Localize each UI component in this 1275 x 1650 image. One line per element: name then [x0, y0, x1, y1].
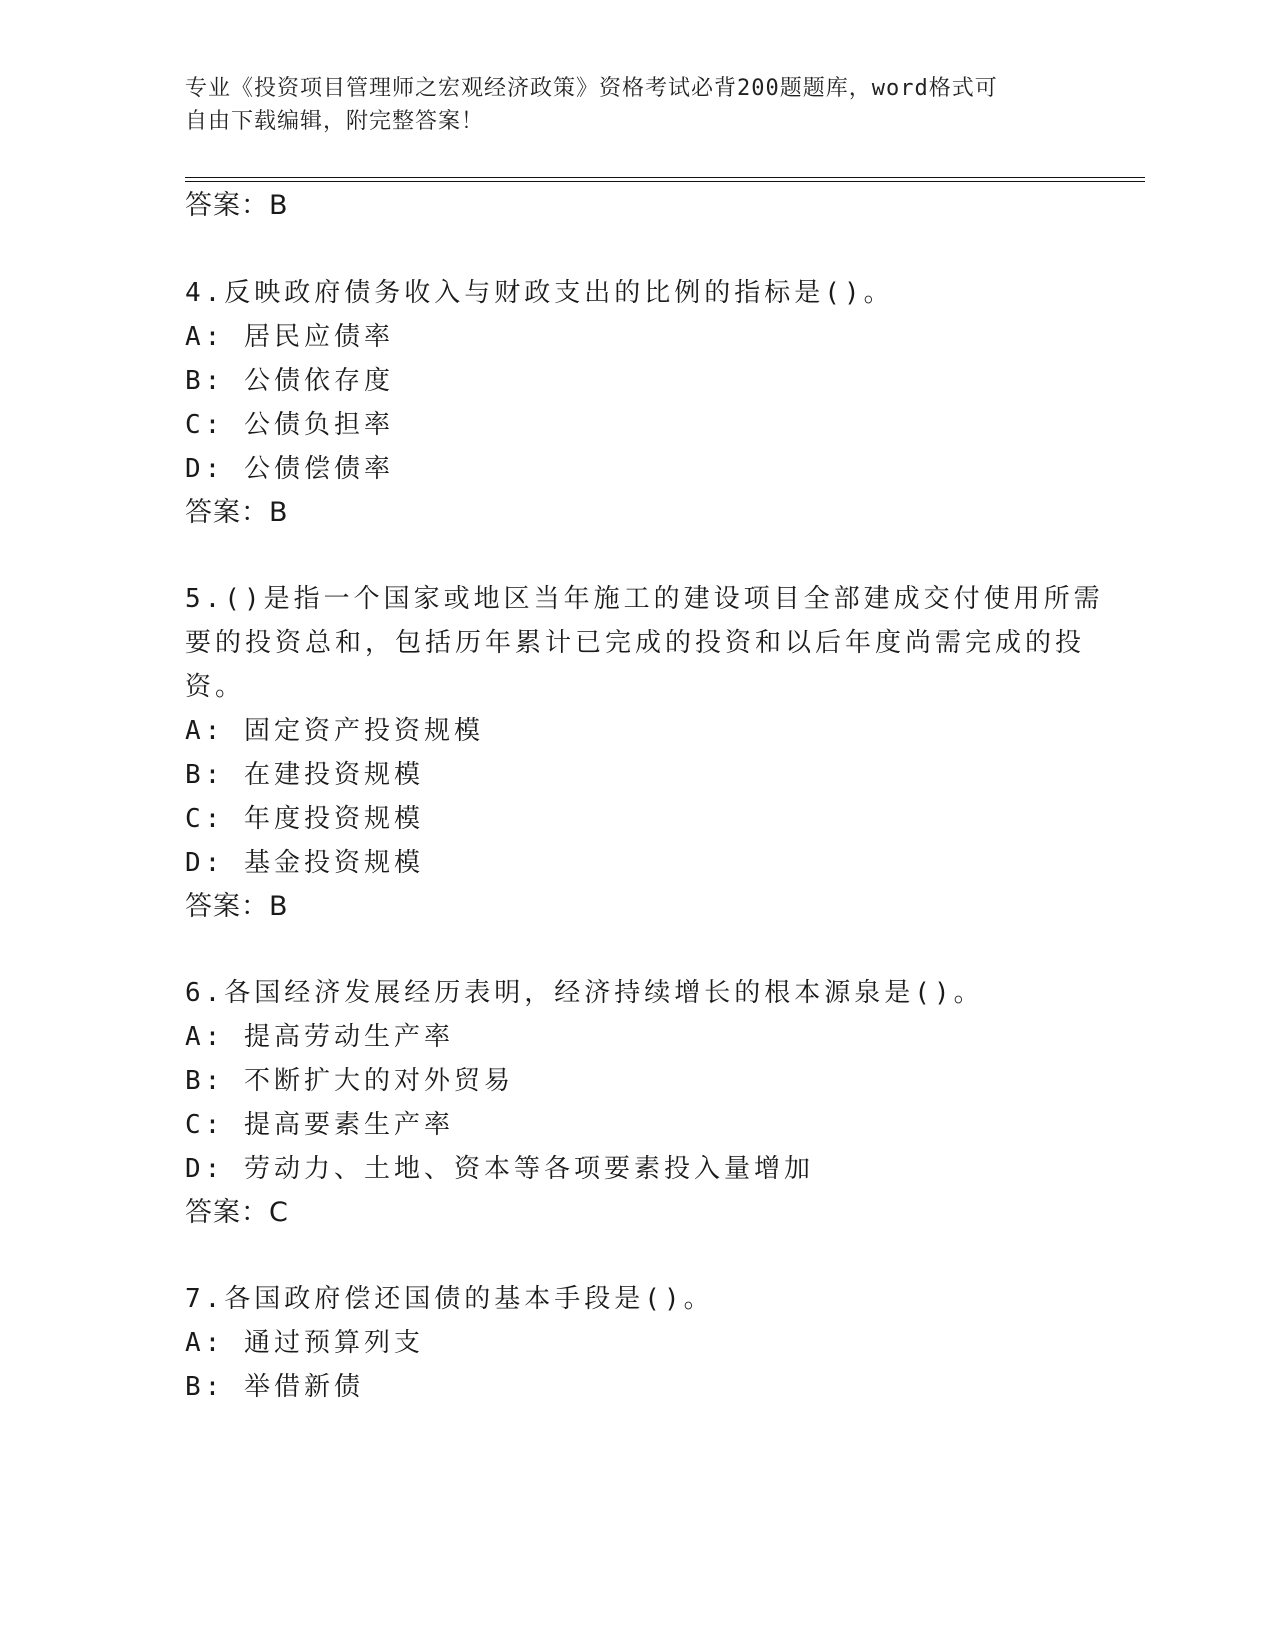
header-line-1: 专业《投资项目管理师之宏观经济政策》资格考试必背200题题库，word格式可: [185, 76, 998, 101]
q5-option-a: A: 固定资产投资规模: [185, 716, 484, 746]
question-5-line-3: 资。: [185, 672, 246, 702]
question-5-line-2: 要的投资总和，包括历年累计已完成的投资和以后年度尚需完成的投: [185, 628, 1086, 658]
q7-option-a: A: 通过预算列支: [185, 1328, 424, 1358]
q4-option-d: D: 公债偿债率: [185, 454, 394, 484]
header-line-2: 自由下载编辑，附完整答案！: [185, 109, 485, 134]
q4-option-a: A: 居民应债率: [185, 322, 394, 352]
answer-q4: 答案：B: [185, 497, 289, 528]
answer-q3: 答案：B: [185, 190, 289, 221]
q5-option-c: C: 年度投资规模: [185, 804, 424, 834]
q5-option-d: D: 基金投资规模: [185, 848, 424, 878]
q6-option-a: A: 提高劳动生产率: [185, 1022, 454, 1052]
q6-option-d: D: 劳动力、土地、资本等各项要素投入量增加: [185, 1154, 814, 1184]
question-7: 7.各国政府偿还国债的基本手段是()。: [185, 1284, 714, 1314]
header-double-rule: [185, 177, 1145, 182]
q6-option-b: B: 不断扩大的对外贸易: [185, 1066, 514, 1096]
question-6: 6.各国经济发展经历表明，经济持续增长的根本源泉是()。: [185, 978, 984, 1008]
answer-q6: 答案：C: [185, 1197, 289, 1228]
question-4: 4.反映政府债务收入与财政支出的比例的指标是()。: [185, 278, 894, 308]
q4-option-c: C: 公债负担率: [185, 410, 394, 440]
q6-option-c: C: 提高要素生产率: [185, 1110, 454, 1140]
q7-option-b: B: 举借新债: [185, 1372, 364, 1402]
question-5-line-1: 5.()是指一个国家或地区当年施工的建设项目全部建成交付使用所需: [185, 584, 1104, 614]
document-header: [185, 72, 1065, 138]
answer-q5: 答案：B: [185, 891, 289, 922]
q4-option-b: B: 公债依存度: [185, 366, 394, 396]
q5-option-b: B: 在建投资规模: [185, 760, 424, 790]
